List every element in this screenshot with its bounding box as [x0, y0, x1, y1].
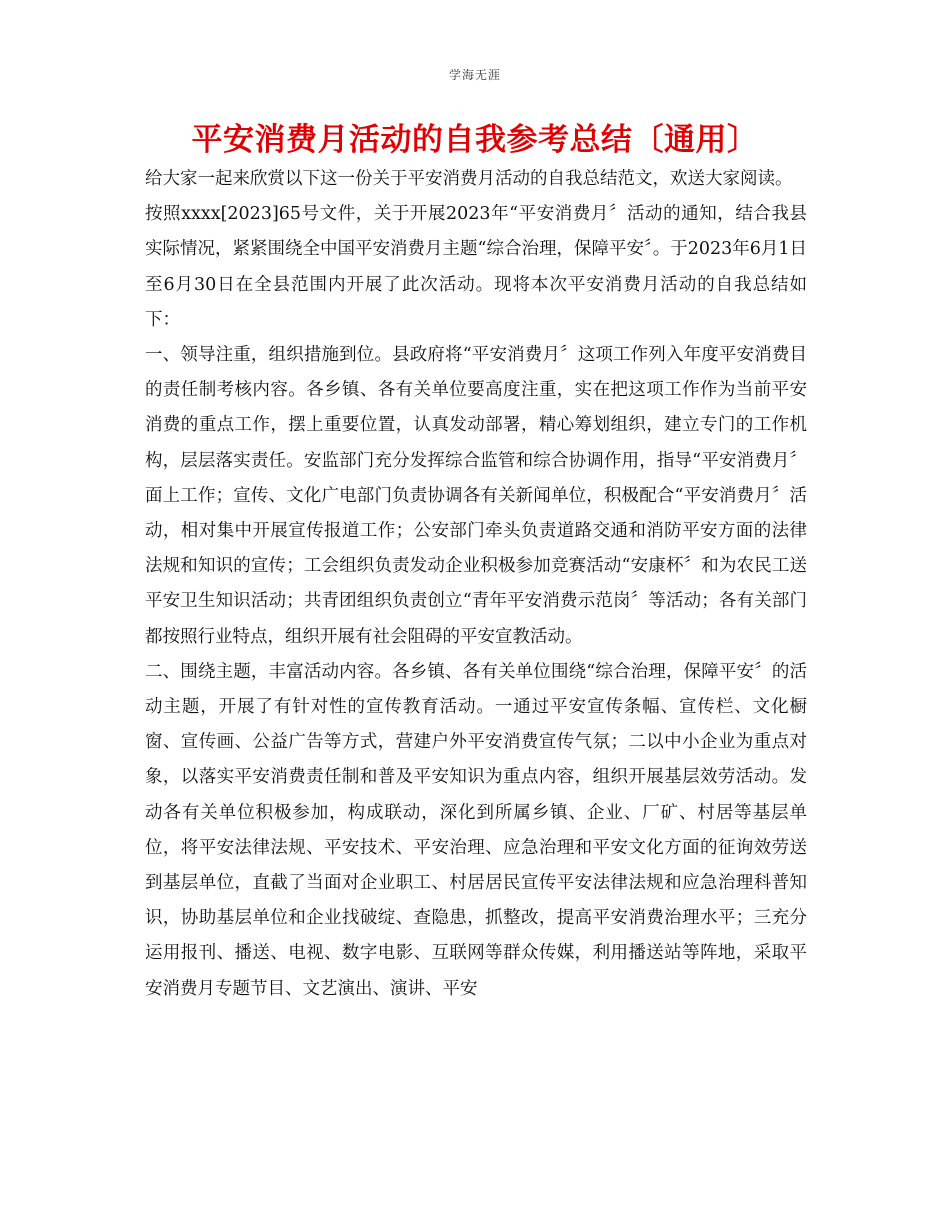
paragraph-intro: 给大家一起来欣赏以下这一份关于平安消费月活动的自我总结范文，欢送大家阅读。 [145, 169, 793, 189]
document-body [145, 162, 807, 1007]
header-watermark: 学海无涯 [448, 68, 501, 82]
paragraph-background: 按照xxxx[2023]65号文件，关于开展2023年“平安消费月〞活动的通知，结合我县实际情况，紧紧围绕全中国平安消费月主题“综合治理，保障平安〞。于2023年6月1日至6月30日在全县范围内开展了此次活动。现将本次平安消费月活动的自我总结如下： [145, 204, 807, 330]
paragraph-section-2: 二、围绕主题，丰富活动内容。各乡镇、各有关单位围绕“综合治理，保障平安〞的活动主题，开展了有针对性的宣传教育活动。一通过平安宣传条幅、宣传栏、文化橱窗、宣传画、公益广告等方式，营建户外平安消费宣传气氛；二以中小企业为重点对象，以落实平安消费责任制和普及平安知识为重点内容，组织开展基层效劳活动。发动各有关单位积极参加，构成联动，深化到所属乡镇、企业、厂矿、村居等基层单位，将平安法律法规、平安技术、平安治理、应急治理和平安文化方面的征询效劳送到基层单位，直截了当面对企业职工、村居居民宣传平安法律法规和应急治理科普知识，协助基层单位和企业找破绽、查隐患，抓整改，提高平安消费治理水平；三充分运用报刊、播送、电视、数字电影、互联网等群众传媒，利用播送站等阵地，采取平安消费月专题节目、文艺演出、演讲、平安 [145, 661, 807, 999]
paragraph-section-1: 一、领导注重，组织措施到位。县政府将“平安消费月〞这项工作列入年度平安消费目的责任制考核内容。各乡镇、各有关单位要高度注重，实在把这项工作作为当前平安消费的重点工作，摆上重要位置，认真发动部署，精心筹划组织，建立专门的工作机构，层层落实责任。安监部门充分发挥综合监管和综合协调作用，指导“平安消费月〞面上工作；宣传、文化广电部门负责协调各有关新闻单位，积极配合“平安消费月〞活动，相对集中开展宣传报道工作；公安部门牵头负责道路交通和消防平安方面的法律法规和知识的宣传；工会组织负责发动企业积极参加竞赛活动“安康杯〞和为农民工送平安卫生知识活动；共青团组织负责创立“青年平安消费示范岗〞等活动；各有关部门都按照行业特点，组织开展有社会阻碍的平安宣教活动。 [145, 345, 807, 647]
document-title: 平安消费月活动的自我参考总结〔通用〕 [191, 122, 759, 158]
